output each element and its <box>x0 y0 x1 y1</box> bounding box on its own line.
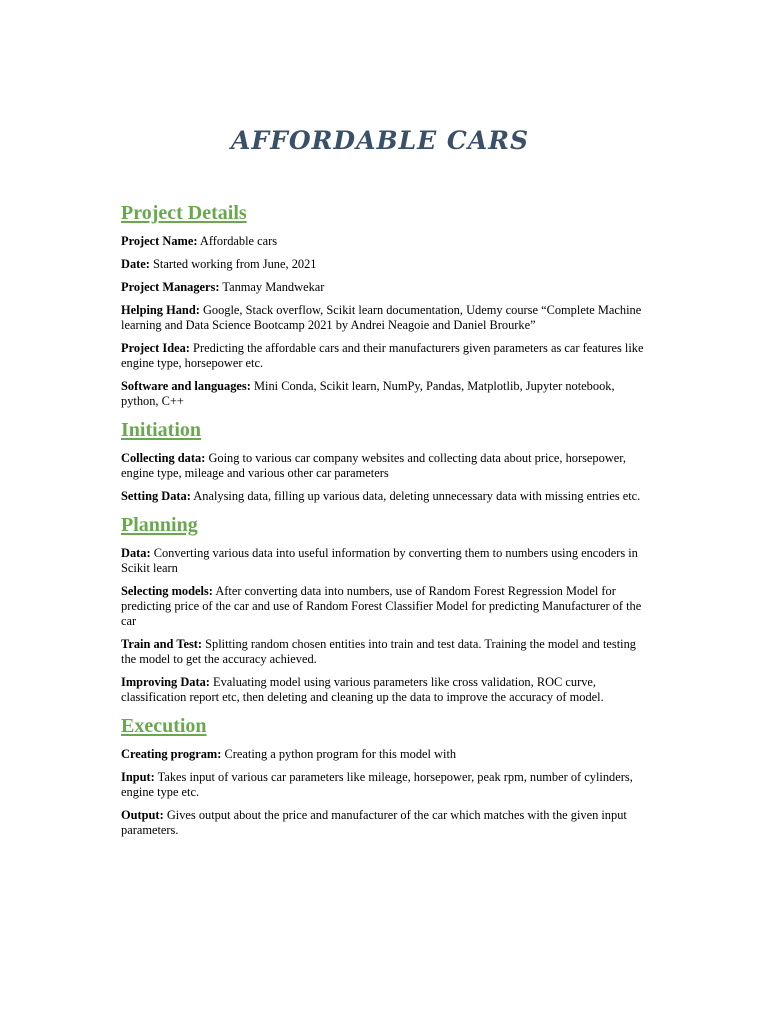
paragraph-text: Creating a python program for this model with <box>224 747 457 761</box>
paragraph-label: Project Idea: <box>121 341 190 355</box>
paragraph-text: Converting various data into useful information by converting them to numbers using encoders in Scikit learn <box>121 546 638 575</box>
paragraph <box>121 303 651 333</box>
paragraph-text: Gives output about the price and manufacturer of the car which matches with the given input parameters. <box>121 808 627 837</box>
section-initiation <box>121 417 651 504</box>
paragraph-text: Splitting random chosen entities into train and test data. Training the model and testing the model to get the accuracy achieved. <box>121 637 636 666</box>
paragraph-text: Going to various car company websites and collecting data about price, horsepower, engine type, mileage and various other car parameters <box>121 451 626 480</box>
section-heading: Execution <box>121 715 207 737</box>
paragraph <box>121 341 651 371</box>
paragraph-label: Project Managers: <box>121 280 220 294</box>
paragraph-text: Google, Stack overflow, Scikit learn documentation, Udemy course “Complete Machine learning and Data Science Bootcamp 2021 by Andrei Neagoie and Daniel Brourke” <box>121 303 642 332</box>
paragraph-text: Evaluating model using various parameters like cross validation, ROC curve, classification report etc, then deleting and cleaning up the data to improve the accuracy of model. <box>121 675 604 704</box>
section-execution <box>121 713 651 838</box>
paragraph-label: Improving Data: <box>121 675 210 689</box>
paragraph-label: Collecting data: <box>121 451 206 465</box>
paragraph <box>121 770 651 800</box>
paragraph-text: Predicting the affordable cars and their manufacturers given parameters as car features like engine type, horsepower etc. <box>121 341 644 370</box>
paragraph-label: Date: <box>121 257 150 271</box>
paragraph-label: Output: <box>121 808 164 822</box>
paragraph-text: Tanmay Mandwekar <box>222 280 325 294</box>
paragraph-label: Input: <box>121 770 155 784</box>
paragraph <box>121 637 651 667</box>
section-heading: Project Details <box>121 202 247 224</box>
paragraph <box>121 747 651 762</box>
paragraph-text: Mini Conda, Scikit learn, NumPy, Pandas, Matplotlib, Jupyter notebook, python, C++ <box>121 379 615 408</box>
paragraph-text: After converting data into numbers, use of Random Forest Regression Model for predicting price of the car and use of Random Forest Classifier Model for predicting Manufacturer of the car <box>121 584 642 628</box>
paragraph <box>121 234 651 249</box>
paragraph-label: Software and languages: <box>121 379 251 393</box>
paragraph-label: Project Name: <box>121 234 198 248</box>
paragraph-label: Data: <box>121 546 151 560</box>
paragraph-text: Started working from June, 2021 <box>153 257 317 271</box>
paragraph <box>121 257 651 272</box>
paragraph <box>121 280 651 295</box>
paragraph <box>121 489 651 504</box>
document-title: AFFORDABLE CARS <box>230 126 530 155</box>
paragraph <box>121 451 651 481</box>
paragraph <box>121 584 651 629</box>
paragraph-label: Train and Test: <box>121 637 203 651</box>
section-heading: Initiation <box>121 419 202 441</box>
paragraph-label: Setting Data: <box>121 489 191 503</box>
section-planning <box>121 512 651 705</box>
document-body <box>121 200 651 846</box>
paragraph-text: Analysing data, filling up various data, deleting unnecessary data with missing entries etc. <box>193 489 641 503</box>
paragraph <box>121 808 651 838</box>
paragraph-label: Selecting models: <box>121 584 213 598</box>
paragraph-text: Affordable cars <box>199 234 278 248</box>
paragraph <box>121 675 651 705</box>
paragraph-label: Creating program: <box>121 747 222 761</box>
paragraph <box>121 379 651 409</box>
section-heading: Planning <box>121 514 198 536</box>
section-project-details <box>121 200 651 409</box>
paragraph-label: Helping Hand: <box>121 303 200 317</box>
paragraph-text: Takes input of various car parameters like mileage, horsepower, peak rpm, number of cylinders, engine type etc. <box>121 770 633 799</box>
paragraph <box>121 546 651 576</box>
